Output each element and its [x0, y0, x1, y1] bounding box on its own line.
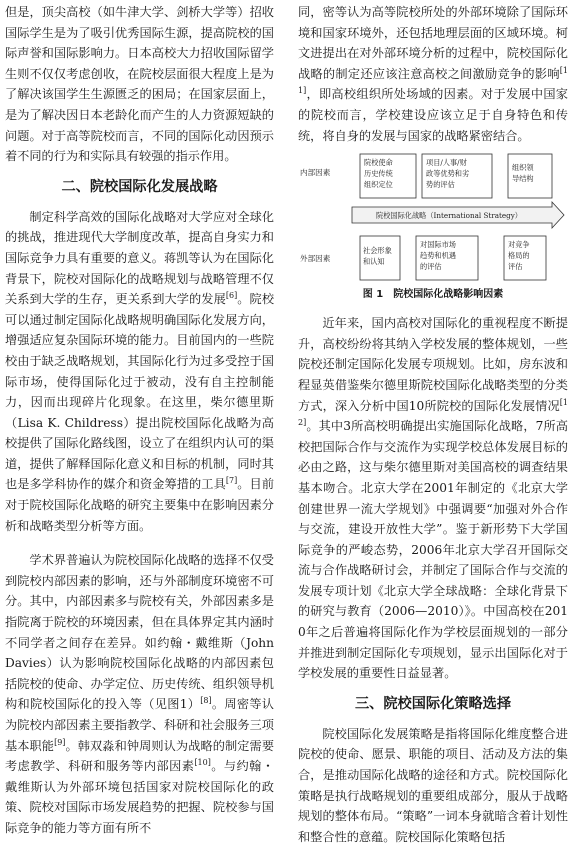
text-run: 近年来，国内高校对国际化的重视程度不断提升，高校纷纷将其纳入学校发展的整体规划，一些院校还制定国际化发展专项规划。比如，房东波和程显英借鉴柴尔德里斯院校国际化战略类型的分类方式，深入分析中国10所院校的国际化发展情况	[298, 316, 568, 413]
text-run: 。周密等认为院校内部因素主要指教学、科研和社会服务三项基本职能	[5, 697, 274, 753]
external-box-competition-line-2: 格局的	[508, 251, 530, 261]
text-run: 。韩双淼和钟周则认为战略的制定需要考虑教学、科研和服务等内部因素	[5, 738, 275, 774]
external-box-competition-line-3: 评估	[508, 262, 523, 272]
internal-box-assessment-line-2: 政等优势和劣	[426, 169, 470, 179]
figure-1-caption	[298, 287, 568, 303]
external-box-market-line-1: 对国际市场	[420, 240, 456, 250]
internal-factors-label: 内部因素	[300, 168, 331, 178]
figure-1-title: 院校国际化战略影响因素	[393, 289, 504, 301]
paragraph-strategy-choice: 院校国际化发展策略是指将国际化维度整合进院校的使命、愿景、职能的项目、活动及方法的集合，是推动国际化战略的途径和方式。院校国际化策略是执行战略规划的重要组成部分，服从于战略规划的整体布局。“策略”一词本身就暗含着计划性和整合性的意蕴。院校国际化策略包括	[298, 726, 568, 844]
citation-11: [11]	[298, 65, 568, 96]
paragraph-intro: 但是，顶尖高校（如牛津大学、剑桥大学等）招收国际学生是为了吸引优秀国际生源，提高院校的国际声誉和国际影响力。日本高校大力招收国际留学生则不仅仅考虑创收，在院校层面很大程度上是为了解决该国学生生源匮乏的困局；在国家层面上，是为了解决因日本老龄化而产生的人力资源短缺的问题。对于高等院校而言，不同的国际化动因预示着不同的行为和实际具有较强的指示作用。	[5, 5, 274, 164]
external-box-competition-line-1: 对竞争	[508, 240, 530, 250]
internal-box-leadership-line-2: 导结构	[512, 174, 534, 184]
citation-12: [12]	[298, 397, 568, 428]
section-3-heading: 三、院校国际化策略选择	[354, 695, 512, 712]
external-factors-label: 外部因素	[300, 254, 331, 264]
text-run: 。其中3所高校明确提出实施国际化战略，7所高校把国际合作与交流作为实现学校总体发展目标的必由之路，这与柴尔德里斯对美国高校的调查结果基本吻合。北京大学在2001年制定的《北京大学创建世界一流大学规划》中强调要“加强对外合作与交流，建设开放性大学”。鉴于新形势下大学国际竞争的严峻态势，2006年北京大学召开国际交流与合作战略研讨会，并制定了国际合作与交流的发展专项计划《北京大学全球战略：全球化背景下的研究与教育（2006—2010）》。中国高校在2010年之后普遍将国际化作为学校层面规划的一部分并推进到制定国际化专项规划，显示出国际化对于学校发展的重要性日益显著。	[298, 419, 568, 681]
paragraph-strategy-importance	[5, 207, 274, 537]
section-2-heading: 二、院校国际化发展战略	[61, 178, 218, 195]
external-box-market-line-3: 的评估	[420, 262, 442, 272]
citation-7: [7]	[225, 476, 238, 486]
paragraph-domestic-practice	[298, 313, 568, 684]
external-box-image-line-2: 和认知	[363, 257, 385, 267]
text-run: 学术界普遍认为院校国际化战略的选择不仅受到院校内部因素的影响，还与外部制度环境密不可分。其中，内部因素多与院校有关，外部因素多是指院离于院校的环境因素，但在具体界定其内涵时不同学者之间存在差异。如约翰・戴维斯（John Davies）认为影响院校国际化战略的内部因素包括院校的使命、办学定位、历史传统、组织领导机构和院校国际化的投入等（见图1）	[5, 553, 274, 712]
internal-box-mission-line-1: 院校使命	[364, 158, 393, 168]
figure-1-number: 图 1	[362, 289, 384, 301]
text-run: 。目前对于院校国际化战略的研究主要集中在影响因素分析和战略类型分析等方面。	[5, 477, 275, 533]
internal-box-mission-line-2: 历史传统	[364, 169, 393, 179]
text-run: 制定科学高效的国际化战略对大学应对全球化的挑战，推进现代大学制度改革，提高自身实力和国际竞争力具有重要的意义。蒋凯等认为在国际化背景下，院校对国际化的战略规划与战略管理不仅关系到大学的生存，更关系到大学的发展	[5, 209, 274, 307]
text-run: ，即高校组织所处场域的因素。对于发展中国家的院校而言，学校建设应该立足于自身特色和传统，将自身的发展与国家的战略紧密结合。	[298, 87, 568, 143]
citation-9: [9]	[54, 737, 66, 747]
citation-8: [8]	[200, 696, 212, 706]
text-run: 。院校可以通过制定国际化战略规明确国际化发展方向，增强适应复杂国际环境的能力。目前国内的一些院校由于缺乏战略规划，其国际化行为过多受控于国际市场，使得国际化过于被动，没有自主控制能力，因而出现碎片化现象。在这里，柴尔德里斯（Lisa K. Childress）提出院校国际化战略为高校提供了国际化路线图，设立了在组织内认可的渠道，提供了解释国际化意义和目标的机制，同时其也是多学科协作的媒介和资金筹措的工具	[5, 292, 275, 492]
internal-box-leadership-line-1: 组织领	[512, 163, 534, 173]
text-run: 。与约翰・戴维斯认为外部环境包括国家对院校国际化的政策、院校对国际市场发展趋势的把握、院校参与国际竞争的能力等方面有所不	[5, 759, 275, 835]
text-run: 同，密等认为高等院校所处的外部环境除了国际环境和国家环境外，还包括地理层面的区域环境。柯文进提出在对外部环境分析的过程中，院校国际化战略的制定还应该注意高校之间激励竞争的影响	[298, 5, 568, 81]
internal-box-assessment-line-3: 势的评估	[426, 180, 455, 190]
figure-1-diagram	[298, 150, 568, 285]
right-column	[298, 2, 568, 847]
paragraph-influencing-factors	[5, 550, 274, 838]
paragraph-external-environment	[298, 2, 568, 146]
external-box-market-line-2: 趋势和机遇	[420, 251, 456, 261]
external-box-image-line-1: 社会形象	[363, 246, 392, 256]
left-column	[5, 2, 274, 839]
strategy-arrow-label: 院校国际化战略（International Strategy）	[376, 211, 522, 221]
citation-10: [10]	[194, 758, 211, 768]
figure-1	[298, 150, 568, 285]
internal-box-mission-line-3: 组织定位	[364, 180, 393, 190]
internal-box-assessment-line-1: 项目/人事/财	[426, 158, 467, 168]
citation-6: [6]	[225, 291, 238, 301]
